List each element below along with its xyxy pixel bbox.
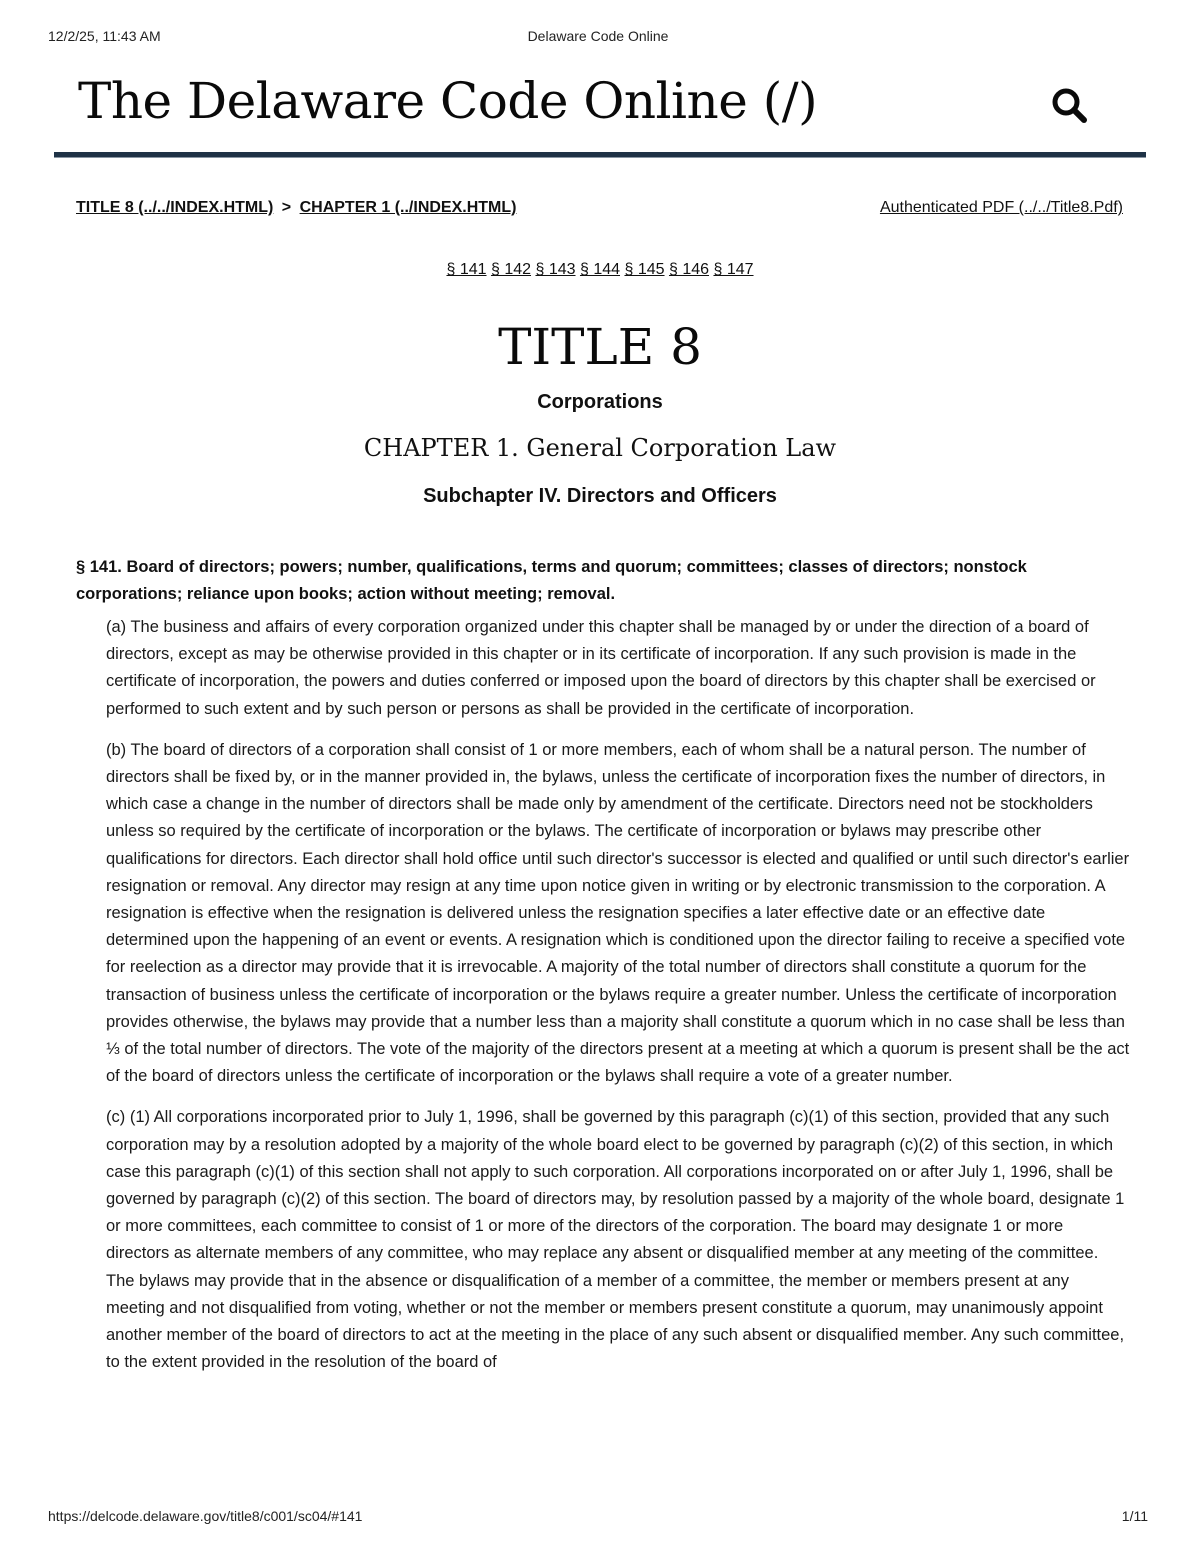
print-datetime: 12/2/25, 11:43 AM <box>48 28 161 44</box>
print-page-number: 1/11 <box>1121 1508 1148 1524</box>
title-subject: Corporations <box>537 391 663 413</box>
breadcrumb-title-link[interactable]: TITLE 8 (../../INDEX.HTML) <box>76 199 274 216</box>
section-nav <box>0 261 1200 279</box>
breadcrumb-chapter-link[interactable]: CHAPTER 1 (../INDEX.HTML) <box>299 199 517 216</box>
breadcrumb <box>76 199 516 217</box>
section-link-146[interactable]: § 146 <box>668 261 710 278</box>
section-link-143[interactable]: § 143 <box>535 261 576 278</box>
authenticated-pdf-link[interactable]: Authenticated PDF (../../Title8.Pdf) <box>879 199 1123 216</box>
section-body <box>106 614 1130 1390</box>
paragraph-b: (b) The board of directors of a corporation shall consist of 1 or more members, each of whom shall be a natural person. The number of directors shall be fixed by, or in the manner provided in, the bylaws, unless the certificate of incorporation fixes the number of directors, in which case a change in the number of directors shall be made only by amendment of the certificate. Directors need not be stockholders unless so required by the certificate of incorporation or the bylaws. The certificate of incorporation or bylaws may prescribe other qualifications for directors. Each director shall hold office until such director's successor is elected and qualified or until such director's earlier resignation or removal. Any director may resign at any time upon notice given in writing or by electronic transmission to the corporation. A resignation is effective when the resignation is delivered unless the resignation specifies a later effective date or an effective date determined upon the happening of an event or events. A resignation which is conditioned upon the director failing to receive a specified vote for reelection as a director may provide that it is irrevocable. A majority of the total number of directors shall constitute a quorum for the transaction of business unless the certificate of incorporation or the bylaws require a greater number. Unless the certificate of incorporation provides otherwise, the bylaws may provide that a number less than a majority shall constitute a quorum which in no case shall be less than ⅓ of the total number of directors. The vote of the majority of the directors present at a meeting at which a quorum is present shall be the act of the board of directors unless the certificate of incorporation or the bylaws shall require a vote of a greater number. <box>106 740 1130 1086</box>
section-141-heading: § 141. Board of directors; powers; number, qualifications, terms and quorum; committees; classes of directors; nonstock corporations; reliance upon books; action without meeting; removal. <box>76 558 1027 603</box>
search-icon[interactable] <box>1048 84 1092 128</box>
section-link-144[interactable]: § 144 <box>579 261 621 278</box>
breadcrumb-separator: > <box>281 199 292 216</box>
section-link-147[interactable]: § 147 <box>713 261 754 278</box>
paragraph-a: (a) The business and affairs of every corporation organized under this chapter shall be managed by or under the direction of a board of directors, except as may be otherwise provided in this chapter or in its certificate of incorporation. If any such provision is made in the certificate of incorporation, the powers and duties conferred or imposed upon the board of directors by this chapter shall be exercised or performed to such extent and by such person or persons as shall be provided in the certificate of incorporation. <box>106 618 1096 718</box>
print-page-title: Delaware Code Online <box>527 28 669 44</box>
section-link-141[interactable]: § 141 <box>446 261 487 278</box>
document-title: TITLE 8 <box>498 318 702 376</box>
chapter-heading: CHAPTER 1. General Corporation Law <box>363 434 837 462</box>
header-divider <box>54 152 1146 158</box>
magnifier-glyph <box>1048 84 1092 128</box>
print-url: https://delcode.delaware.gov/title8/c001/sc04/#141 <box>48 1508 363 1524</box>
subchapter-heading: Subchapter IV. Directors and Officers <box>423 485 777 507</box>
section-link-145[interactable]: § 145 <box>624 261 665 278</box>
section-link-142[interactable]: § 142 <box>490 261 532 278</box>
site-header <box>54 68 1146 154</box>
paragraph-c: (c) (1) All corporations incorporated prior to July 1, 1996, shall be governed by this paragraph (c)(1) of this section, provided that any such corporation may by a resolution adopted by a majority of the whole board elect to be governed by paragraph (c)(2) of this section, in which case this paragraph (c)(1) of this section shall not apply to such corporation. All corporations incorporated on or after July 1, 1996, shall be governed by paragraph (c)(2) of this section. The board of directors may, by resolution passed by a majority of the whole board, designate 1 or more committees, each committee to consist of 1 or more of the directors of the corporation. The board may designate 1 or more directors as alternate members of any committee, who may replace any absent or disqualified member at any meeting of the committee. The bylaws may provide that in the absence or disqualification of a member of a committee, the member or members present at any meeting and not disqualified from voting, whether or not the member or members present constitute a quorum, may unanimously appoint another member of the board of directors to act at the meeting in the place of any such absent or disqualified member. Any such committee, to the extent provided in the resolution of the board of <box>106 1108 1125 1372</box>
print-footer <box>48 1508 1148 1528</box>
print-header <box>48 28 1148 48</box>
site-title-link[interactable]: The Delaware Code Online (/) <box>78 72 818 130</box>
